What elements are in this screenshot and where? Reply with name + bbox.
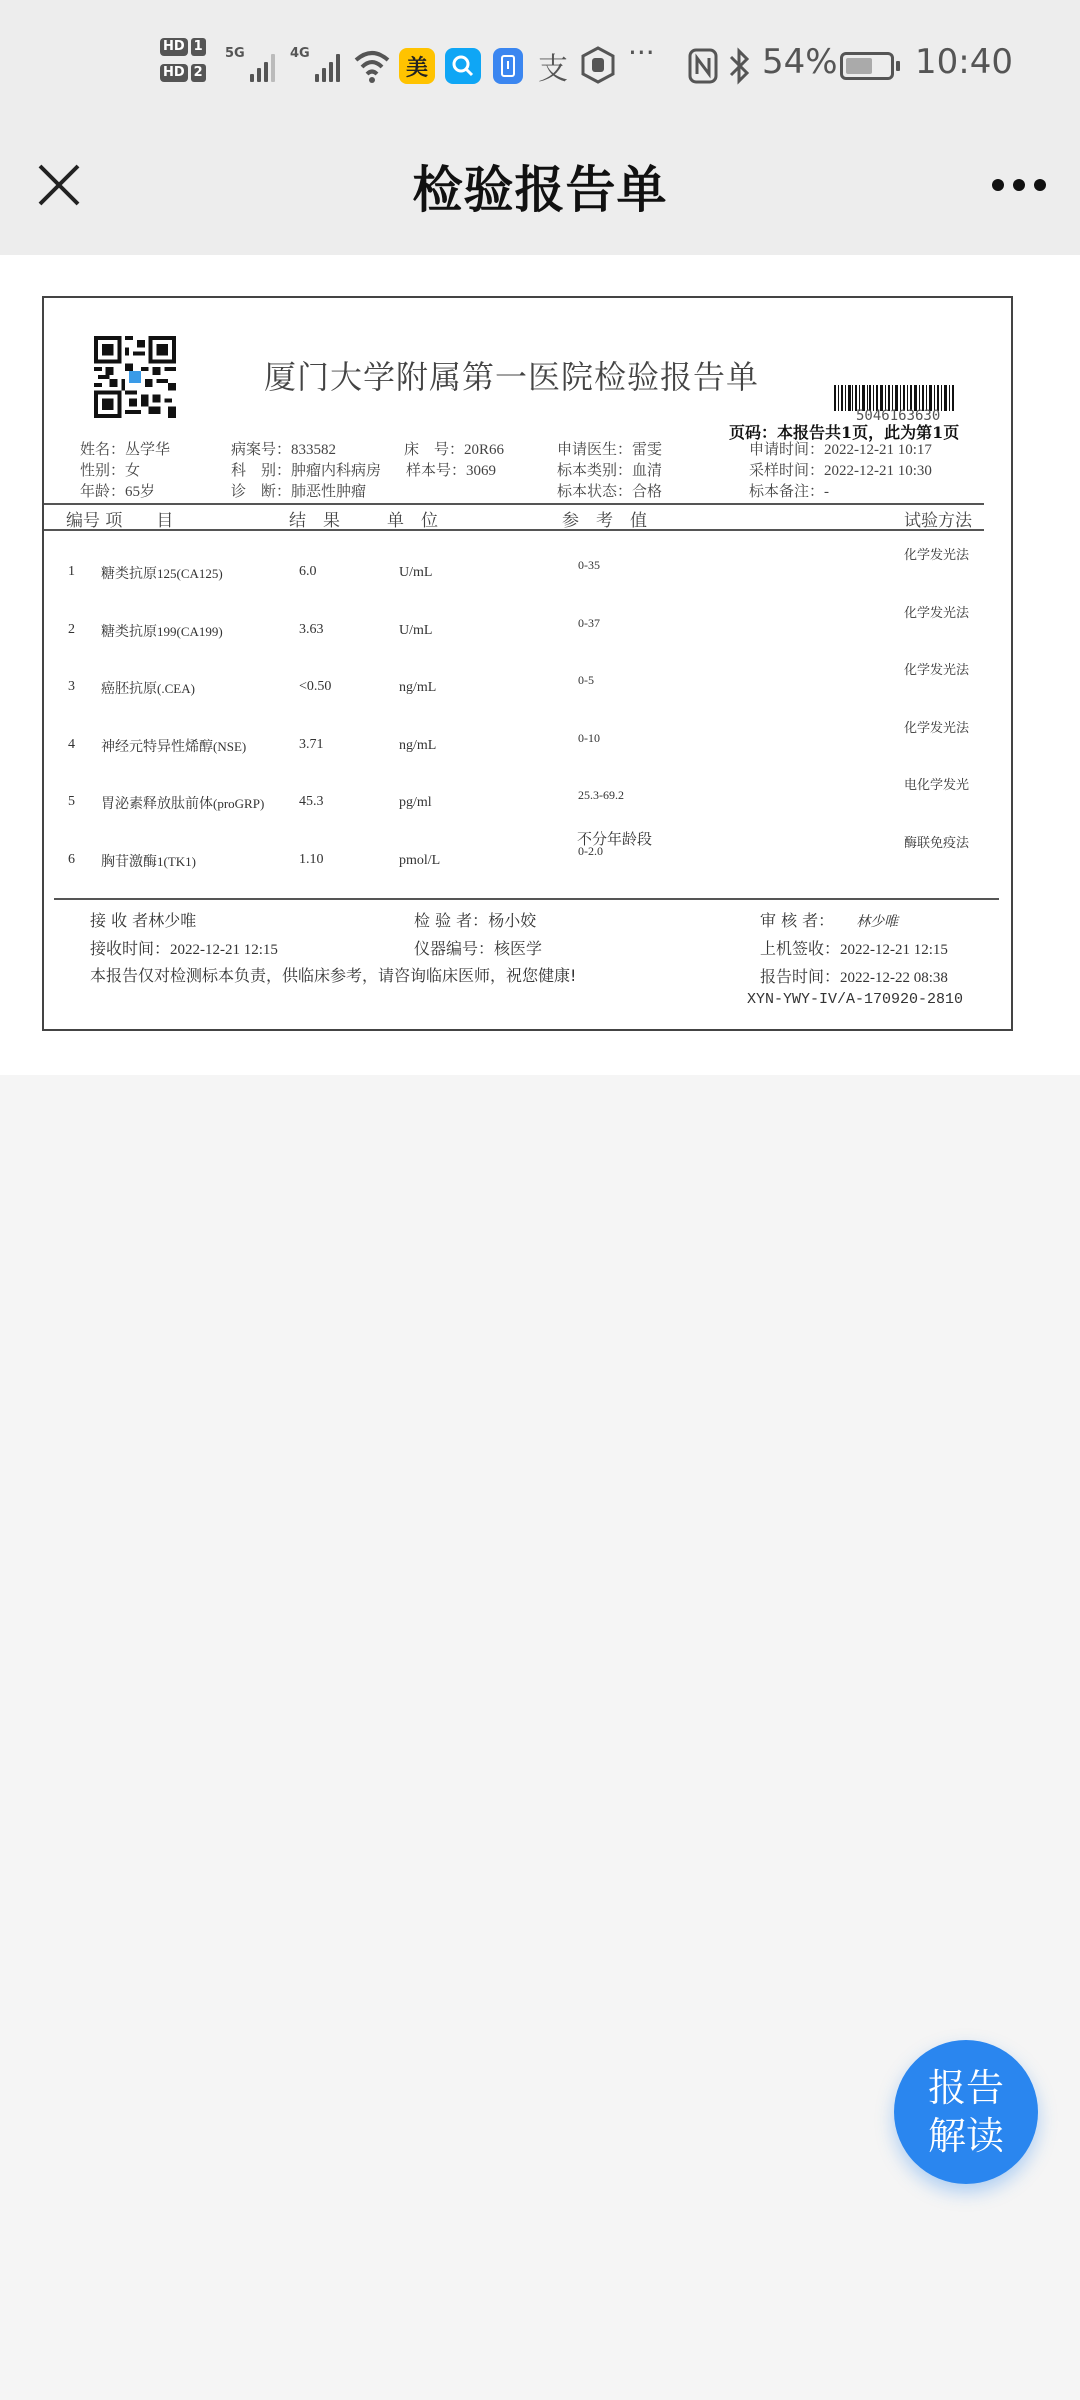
label: 检 验 者： (414, 911, 489, 930)
document-number: XYN-YWY-IV/A-170920-2810 (747, 991, 964, 1008)
row-no: 3 (68, 679, 75, 694)
sample-type-field (557, 459, 662, 480)
col-header-method: 试验方法 (904, 511, 972, 531)
row-unit: pg/ml (399, 795, 432, 810)
instrument: 核医学 (494, 939, 543, 958)
row-no: 4 (68, 736, 75, 752)
item-name: 糖类抗原 (101, 623, 157, 640)
row-no: 1 (68, 564, 75, 579)
sample-no-field (406, 459, 496, 480)
col-header-unit: 单 位 (387, 511, 438, 531)
sample-status: 合格 (632, 482, 663, 500)
phone-clone-app-icon (493, 48, 523, 84)
instrument-field (414, 936, 542, 959)
label: 科 别： (231, 461, 292, 479)
barcode-number: 5046163630 (856, 408, 941, 424)
row-result: 1.10 (299, 851, 324, 867)
table-row (44, 829, 1011, 891)
more-icon-dot (1034, 179, 1046, 191)
item-name: 胃泌素释放肽前体 (101, 796, 213, 812)
table-row (44, 776, 1011, 833)
request-time-field (749, 438, 932, 459)
row-result: 45.3 (299, 794, 324, 809)
doctor-field (557, 438, 662, 459)
item-name: 神经元特异性烯醇 (101, 738, 213, 755)
network-type-label: 5G (225, 46, 245, 61)
collect-time: 2022-12-21 10:30 (824, 463, 932, 479)
row-method: 电化学发光 (904, 778, 970, 793)
battery-icon (840, 52, 894, 80)
diagnosis-field (231, 480, 366, 501)
item-code: 1(TK1) (157, 853, 196, 869)
hd-indicators (160, 38, 216, 90)
sample-no: 3069 (466, 463, 497, 479)
label: 诊 断： (231, 482, 292, 500)
department: 肿瘤内科病房 (291, 461, 382, 479)
col-header-reference: 参 考 值 (562, 511, 647, 531)
search-app-icon (445, 48, 481, 84)
more-icon-dot (992, 179, 1004, 191)
bed-field (404, 438, 504, 459)
battery-percent: 54% (762, 42, 838, 82)
row-no: 5 (68, 794, 75, 809)
row-reference: 0-35 (578, 558, 600, 572)
signal-5g-icon (225, 46, 275, 82)
remark: - (824, 484, 830, 500)
hand-shield-icon (580, 46, 616, 84)
row-no: 6 (68, 851, 75, 867)
patient-gender: 女 (125, 461, 141, 479)
item-code: (.CEA) (157, 681, 195, 696)
row-reference: 0-37 (578, 615, 600, 630)
patient-gender-field (80, 459, 140, 480)
diagnosis: 肺恶性肿瘤 (291, 482, 367, 500)
report-time: 2022-12-22 08:38 (840, 970, 948, 986)
sample-type: 血清 (632, 461, 663, 479)
row-item (101, 793, 264, 813)
signal-4g-icon (290, 46, 340, 82)
row-method: 化学发光法 (904, 720, 970, 736)
row-method: 化学发光法 (904, 663, 970, 678)
label: 申请时间： (749, 440, 825, 458)
item-name: 糖类抗原 (101, 566, 157, 582)
bed-no: 20R66 (464, 442, 505, 458)
record-no-field (231, 438, 336, 459)
row-no: 2 (68, 621, 75, 637)
disclaimer: 本报告仅对检测标本负责，供临床参考，请咨询临床医师，祝您健康! (90, 966, 577, 985)
item-code: 199(CA199) (157, 623, 223, 639)
label: 样本号： (406, 461, 467, 479)
label: 标本备注： (749, 482, 825, 500)
item-code: (proGRP) (213, 796, 265, 811)
wifi-icon (352, 48, 392, 84)
label: 标本类别： (557, 461, 633, 479)
row-item (101, 563, 223, 583)
hd-icon: HD (160, 38, 188, 56)
row-unit: U/mL (399, 622, 433, 638)
row-method: 化学发光法 (904, 605, 970, 621)
tester-field (414, 908, 536, 931)
divider (44, 529, 984, 531)
table-row (44, 604, 1011, 661)
row-item (101, 621, 223, 641)
notification-overflow-icon: ··· (628, 36, 655, 69)
alipay-app-icon: 支 (538, 52, 568, 87)
hospital-report-title: 厦门大学附属第一医院检验报告单 (264, 358, 760, 396)
page-code: 页码：本报告共1页，此为第1页 (729, 423, 960, 442)
label: 上机签收： (760, 939, 841, 958)
clock: 10:40 (915, 42, 1013, 82)
row-ref-note: 不分年龄段 (577, 829, 653, 848)
patient-name: 丛学华 (125, 440, 171, 458)
row-unit: ng/mL (399, 680, 437, 695)
item-name: 癌胚抗原 (101, 681, 157, 697)
report-panel (0, 255, 1080, 1075)
page-title: 检验报告单 (412, 161, 668, 219)
sim1-badge: 1 (191, 38, 206, 56)
row-unit: U/mL (399, 565, 433, 580)
department-field (231, 459, 381, 480)
reviewer-field (760, 908, 898, 931)
row-reference: 25.3-69.2 (578, 788, 624, 802)
age-unit: 岁 (140, 482, 156, 500)
qr-code-icon (94, 336, 176, 418)
report-time-field (760, 964, 948, 987)
label: 姓名： (80, 440, 126, 458)
collect-time-field (749, 459, 932, 480)
fab-label-line1: 报告 (927, 2066, 1004, 2110)
label: 审 核 者： (760, 911, 835, 930)
table-row (44, 546, 1011, 603)
col-header-result: 结 果 (289, 511, 340, 531)
machine-sign-field (760, 936, 948, 959)
label: 床 号： (404, 440, 465, 458)
row-result: 6.0 (299, 564, 317, 579)
label: 采样时间： (749, 461, 825, 479)
label: 接收时间： (90, 939, 171, 958)
row-result: <0.50 (299, 679, 332, 694)
doctor: 雷雯 (632, 440, 663, 458)
divider (54, 898, 999, 900)
more-icon-dot (1013, 179, 1025, 191)
label: 仪器编号： (414, 939, 495, 958)
label: 接 收 者 (90, 911, 149, 930)
reviewer-signature: 林少唯 (856, 914, 899, 930)
receive-time: 2022-12-21 12:15 (170, 942, 278, 958)
row-unit: ng/mL (399, 737, 437, 753)
row-unit: pmol/L (399, 852, 441, 868)
row-item (101, 678, 195, 698)
label: 标本状态： (557, 482, 633, 500)
row-item (101, 851, 196, 871)
table-row (44, 661, 1011, 718)
patient-age-field (80, 480, 155, 501)
nav-bar (0, 130, 1080, 255)
report-interpretation-button[interactable] (894, 2040, 1038, 2184)
sim2-badge: 2 (191, 64, 206, 82)
status-bar (0, 0, 1080, 130)
label: 报告时间： (760, 967, 841, 986)
hd-icon: HD (160, 64, 188, 82)
item-name: 胸苷激酶 (101, 853, 157, 870)
label: 病案号： (231, 440, 292, 458)
network-type-label: 4G (290, 46, 310, 61)
item-code: (NSE) (213, 738, 247, 754)
receive-time-field (90, 936, 278, 959)
more-button[interactable] (992, 170, 1052, 200)
row-reference: 0-10 (578, 730, 600, 745)
row-item (101, 736, 246, 756)
lab-report-image[interactable] (42, 296, 1013, 1031)
machine-sign-time: 2022-12-21 12:15 (840, 942, 948, 958)
row-reference: 0-2.0 (578, 843, 603, 858)
patient-name-field (80, 438, 170, 459)
tester: 杨小姣 (488, 911, 537, 930)
item-code: 125(CA125) (157, 566, 223, 581)
table-row (44, 719, 1011, 776)
row-method: 酶联免疫法 (904, 835, 970, 851)
bluetooth-icon (728, 46, 750, 86)
row-result: 3.63 (299, 621, 324, 637)
request-time: 2022-12-21 10:17 (824, 442, 932, 458)
label: 申请医生： (557, 440, 633, 458)
patient-age: 65 (125, 484, 141, 500)
meituan-app-icon: 美 (399, 48, 435, 84)
fab-label-line2: 解读 (927, 2114, 1004, 2158)
col-header-no-item: 编号 项 目 (66, 511, 174, 531)
label: 年龄： (80, 482, 126, 500)
row-reference: 0-5 (578, 673, 594, 687)
divider (44, 503, 984, 505)
record-no: 833582 (291, 442, 337, 458)
sample-status-field (557, 480, 662, 501)
row-method: 化学发光法 (904, 548, 970, 563)
row-result: 3.71 (299, 736, 324, 752)
receiver: 林少唯 (148, 911, 197, 930)
remark-field (749, 480, 829, 501)
receiver-field (90, 908, 196, 931)
nfc-icon (688, 48, 718, 84)
label: 性别： (80, 461, 126, 479)
